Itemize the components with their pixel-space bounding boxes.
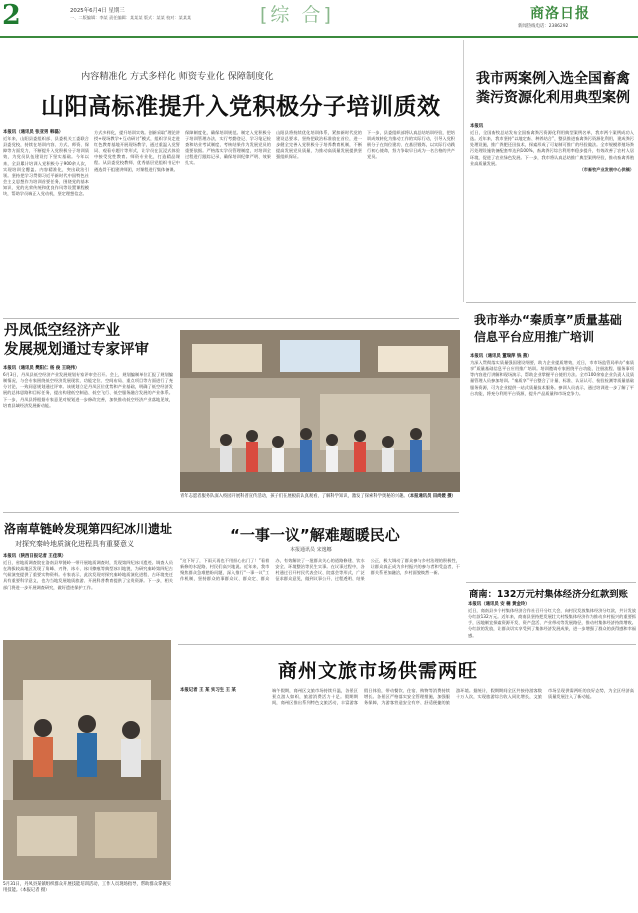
section-bracket-right: ] [323, 4, 334, 26]
paper-logo: 商洛日报 [530, 6, 590, 22]
article-tourism [178, 648, 636, 910]
article-low-altitude [3, 322, 175, 492]
news-photo [3, 640, 171, 880]
article-body [3, 554, 173, 591]
article-headline [476, 70, 636, 108]
article-kicker: 内容精准化 方式多样化 师资专业化 保障制度化 [81, 71, 274, 82]
edition-line: 一、二版编辑：李某 责任编辑：某某某 版式：某某 校对：某某某 [70, 15, 192, 20]
article-party-training [3, 58, 459, 316]
article-author: 本报讯（通讯员 张亚男 韩磊） [3, 130, 64, 135]
section-label [260, 3, 334, 27]
article-author: 本报讯（通讯员 安 楠 黄金玲） [468, 602, 530, 607]
section-divider [3, 512, 459, 513]
article-text: “这下好了，下雨天再也不用担心出门了！”看着新修的水泥路，村民们高兴地说。近年来，我市聚焦群众急难愁盼问题，深入推行“一事一议”工作机制，坚持群众的事群众议、群众定、群众办，有效解决了一批群众关心的道路修建、饮水安全、环境整治等民生实事。在议事过程中，各村通过召开村民代表会议、院落会等形式，广泛征求群众意见，做到议事公开、过程透明、结果公正，极大调动了群众参与乡村治理的积极性，让群众真正成为乡村振兴的参与者和受益者，干群关系更加融洽，乡村面貌焕然一新。 [180, 558, 460, 582]
headline-line: 发展规划通过专家评审 [4, 342, 149, 358]
headline-line: 粪污资源化利用典型案例 [476, 90, 630, 106]
photo-caption [3, 882, 171, 894]
article-body [180, 558, 460, 582]
article-headline: “一事一议”解难题暖民心 [230, 526, 400, 544]
section-bracket-left: [ [260, 4, 271, 26]
page-number: 2 [2, 0, 21, 31]
article-headline [4, 322, 176, 360]
article-byline: 本报通讯员 宋逸娜 [290, 547, 332, 553]
article-text: 山阳县将持续优化培训体系，紧扣新时代党的建设总要求，坚持把政治标准放在首位，进一步健全完善入党积极分子培养教育机制，不断提高发展党员质量，为推动高质量发展提供坚强组织保证。 [276, 130, 362, 160]
article-byline: 本报记者 王 某 实习生 王 某 [180, 688, 236, 693]
article-credit: （市畜牧产业发展中心供稿） [579, 166, 634, 172]
article-text: 端午假期，商州区文旅市场持续升温，各景区景点游人如织，旅游消费活力十足。假期期间，商州区推出系列特色文旅活动，丰富游客假日体验，带动餐饮、住宿、购物等消费持续增长。各景区严格落实安全管理措施，加强服务保障，为游客营造安全有序、舒适便捷的旅游环境。据统计，假期期间全区共接待游客数十万人次，实现旅游综合收入同比增长，文旅市场呈现供需两旺的良好态势，为全区经济高质量发展注入了新动能。 [272, 688, 634, 706]
section-divider [466, 302, 636, 303]
caption-text: 5月31日，丹凤县某镇组织群众开展技能培训活动，工作人员现场指导，帮助群众掌握实用技能。（本报记者 摄） [3, 882, 171, 894]
article-column [367, 130, 455, 160]
article-subhead: 对探究秦岭地质演化进程具有重要意义 [15, 540, 134, 548]
article-headline: 山阳高标准提升入党积极分子培训质效 [41, 94, 441, 120]
article-text: 方式多样化，提升培训实效。创新采取“理论讲授+现场教学+互动研讨”模式，组织学员走进红色教育基地开展现场教学，通过重温入党誓词、观看专题片等形式，让学员在沉浸式体验中接受党性教育。师资专业化，打造精品课程。从县委党校教师、优秀基层党组织书记中遴选骨干组建讲师团，对课程进行集体备课。 [94, 130, 180, 172]
article-text: 下一步，县委组织部将认真总结培训经验，把培训成效转化为推动工作的实际行动，引导入党积极分子在岗位建功、在基层锻炼，以实际行动践行初心使命，努力争取早日成为一名合格的共产党员。 [367, 130, 455, 160]
article-body [468, 602, 636, 639]
article-author: 本报讯（陕西日报记者 王佳琪） [3, 554, 66, 559]
headline-line: 信息平台应用推广培训 [474, 330, 595, 344]
article-text: 6月3日，丹凤县低空经济产业发展规划专家评审会召开。会上，规划编制单位汇报了规划编制情况，与会专家围绕低空经济发展现状、功能定位、空间布局、重点项目等方面进行了充分讨论，一致同意规划通过评审。该规划立足丹凤区位优势和产业基础，明确了低空经济发展的总体思路和目标任务，提出构建低空制造、低空飞行、低空服务融合发展的产业体系。下一步，丹凤县将根据专家意见对规划进一步修改完善，加快推动低空经济产业落地见效，培育县域经济发展新动能。 [3, 372, 173, 408]
headline-line: 我市两案例入选全国畜禽 [476, 71, 630, 87]
article-author: 本报讯 [470, 124, 484, 129]
article-author: 本报讯（通讯员 樊阳仁 杨 俊 王晓伟） [3, 366, 80, 371]
caption-credit: （本报通讯员 田尚媛 摄） [407, 494, 456, 499]
section-divider [466, 582, 636, 583]
news-photo [180, 330, 460, 492]
article-text: 近日，全国畜牧总站发布全国畜禽粪污资源化利用典型案例名单，我市两个案例成功入选。近年来，我市坚持“以地定畜、种养结合”，整县推进畜禽粪污资源化利用，建成粪污处理设施，推广粪肥还田技术，探索形成了可复制可推广的经验做法。全市规模养殖场粪污处理设施装备配套率达到100%，畜禽粪污综合利用率稳步提升，有效改善了农村人居环境，促进了农业绿色发展。下一步，我市将认真总结推广典型案例经验，推动畜禽养殖业高质量发展。 [470, 130, 634, 166]
article-one-matter [180, 520, 460, 638]
article-headline: 商南：132万元村集体经济分红款到账 [469, 589, 628, 600]
article-column [3, 130, 89, 197]
section-divider [3, 318, 459, 319]
article-author: 本报讯（通讯员 董瑞萍 钱 燕） [470, 354, 532, 359]
photo-training [3, 640, 171, 880]
article-headline: 商州文旅市场供需两旺 [278, 660, 479, 682]
article-body [3, 366, 173, 409]
article-quality-platform [468, 306, 636, 582]
article-headline: 洛南草链岭发现第四纪冰川遗址 [4, 522, 173, 536]
article-text: 近年来，山阳县委组织部、县委机关工委联合县委党校，持续在培训内容、方式、师资、保障等方面发力，不断提升入党积极分子培训质效，为党员队伍建设打下坚实基础。今年以来，全县累计培训入党积极分子900余人次，实现培训全覆盖。内容精准化，突出政治引领。坚持把学习贯彻习近平新时代中国特色社会主义思想作为培训首要任务，围绕党的基本知识、党的光荣传统和优良作风等设置课程模块，帮助学员端正入党动机，坚定理想信念。 [3, 136, 89, 197]
article-text: 为深入贯彻落实质量强国建设纲要，助力企业提质增效，近日，市市场监管局举办“秦质享”质量基础信息平台应用推广培训。培训邀请专家围绕平台功能、注册流程、服务事项等内容进行讲解和现场演示，帮助企业掌握平台使用方法。全市100余家企业负责人及质量管理人员参加培训。“秦质享”平台整合了计量、标准、认证认可、检验检测等质量基础服务资源，可为企业提供一站式质量技术服务。参训人员表示，通过培训进一步了解了平台功能，将充分利用平台资源，提升产品质量和市场竞争力。 [470, 360, 634, 396]
masthead [0, 0, 638, 38]
photo-kids-exhibit [180, 330, 460, 492]
headline-line: 我市举办“秦质享”质量基础 [474, 313, 622, 327]
article-column [94, 130, 180, 173]
article-body [180, 688, 634, 706]
headline-line: 丹凤低空经济产业 [4, 323, 120, 339]
article-text: 近日，商南县多个村集体经济合作社召开分红大会，向村民发放集体经济分红款，共计发放分红款132万元。近年来，商南县坚持把发展壮大村级集体经济作为推动乡村振兴的重要抓手，因地制宜探索资源开发、资产盘活、产业带动等发展路径，推动村集体经济持续增收。分红款的发放，让群众切实享受到了集体经济发展成果，进一步增强了群众的获得感和幸福感。 [468, 608, 636, 638]
caption-body: 青年志愿者服务队深入校园开展科普宣传活动，孩子们在展板前认真观看，了解科学知识，激发了探索科学奥秘的兴趣。 [180, 494, 408, 499]
photo-caption [180, 494, 460, 500]
column-divider [463, 40, 464, 302]
date-line: 2025年6月4日 星期三 [70, 8, 125, 14]
caption-text [180, 494, 460, 500]
hotline: 新闻热线电话：2386292 [518, 24, 569, 29]
article-text: 近日，省地质调查院在洛南县草链岭一带开展地质调查时，发现第四纪冰川遗迹。调查人员在海拔较高地区发现了角峰、刃脊、冰斗、冰川擦痕等典型冰川地貌，为研究秦岭第四纪古气候演变提供了重要实物资料。专家表示，此次发现对探究秦岭地质演化进程、古环境变迁具有重要科学意义，也为当地发展地质旅游、开展科普教育提供了宝贵资源。下一步，相关部门将进一步开展调查研究，做好遗迹保护工作。 [3, 560, 173, 590]
article-column [185, 130, 271, 167]
article-column [276, 130, 362, 160]
article-body [470, 124, 634, 173]
article-livestock [468, 40, 636, 302]
section-divider [178, 644, 636, 645]
article-text: 保障制度化，确保培训规范。制定入党积极分子培训管理办法，实行考勤登记、学习笔记检查和结业考试制度，考核结果作为发展党员的重要依据。严格落实学员管理制度，对培训全过程进行跟踪记录，确保培训纪律严明、效果扎实。 [185, 130, 271, 166]
section-name: 综 合 [270, 4, 324, 26]
article-glacier [3, 520, 175, 630]
article-body [470, 354, 634, 397]
article-headline [474, 312, 636, 346]
masthead-rule [0, 36, 638, 38]
